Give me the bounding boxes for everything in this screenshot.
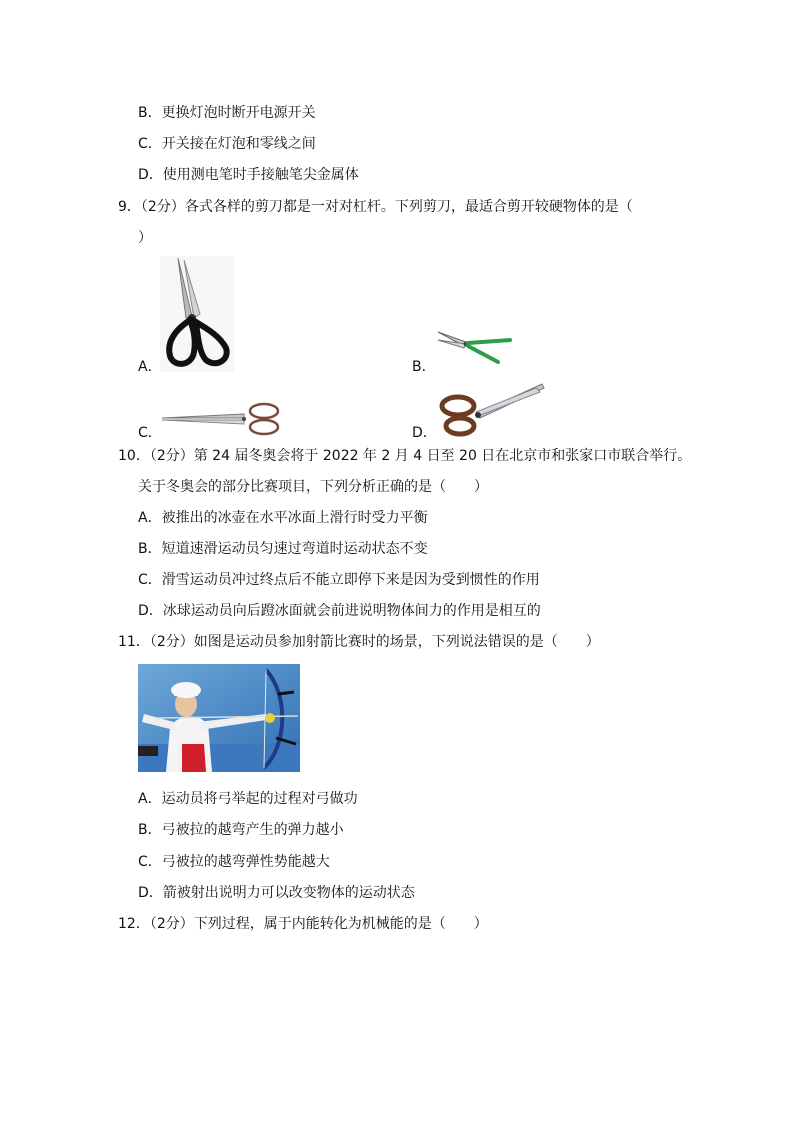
q8-option-b: B．更换灯泡时断开电源开关 — [138, 105, 316, 121]
q9-label-a: A． — [138, 359, 162, 375]
q10-stem-cont: 关于冬奥会的部分比赛项目，下列分析正确的是（ ） — [138, 479, 488, 495]
q8-option-d: D．使用测电笔时手接触笔尖金属体 — [138, 167, 359, 183]
archer-photo — [138, 664, 300, 772]
q11-option-d: D．箭被射出说明力可以改变物体的运动状态 — [138, 885, 415, 901]
q11-option-a: A．运动员将弓举起的过程对弓做功 — [138, 791, 358, 807]
q11-stem: 11．（2分）如图是运动员参加射箭比赛时的场景，下列说法错误的是（ ） — [118, 634, 600, 650]
q10-option-d: D．冰球运动员向后蹬冰面就会前进说明物体间力的作用是相互的 — [138, 603, 541, 619]
scissors-d-image — [436, 382, 546, 438]
q12-stem: 12．（2分）下列过程，属于内能转化为机械能的是（ ） — [118, 916, 488, 932]
q9-label-b: B． — [412, 359, 436, 375]
q11-option-b: B．弓被拉的越弯产生的弹力越小 — [138, 822, 344, 838]
q10-option-c: C．滑雪运动员冲过终点后不能立即停下来是因为受到惯性的作用 — [138, 572, 540, 588]
q8-option-c: C．开关接在灯泡和零线之间 — [138, 136, 316, 152]
scissors-c-image — [160, 402, 284, 436]
q9-label-d: D． — [412, 425, 437, 441]
q9-stem-cont: ） — [138, 230, 152, 246]
q10-option-b: B．短道速滑运动员匀速过弯道时运动状态不变 — [138, 541, 428, 557]
q9-stem: 9．（2分）各式各样的剪刀都是一对对杠杆。下列剪刀，最适合剪开较硬物体的是（ — [118, 199, 633, 215]
q10-stem: 10．（2分）第 24 届冬奥会将于 2022 年 2 月 4 日至 20 日在北京市和张家口市联合举行。 — [118, 448, 692, 464]
scissors-a-image — [160, 256, 234, 372]
q11-option-c: C．弓被拉的越弯弹性势能越大 — [138, 854, 330, 870]
q10-option-a: A．被推出的冰壶在水平冰面上滑行时受力平衡 — [138, 510, 428, 526]
q9-label-c: C． — [138, 425, 162, 441]
shears-b-image — [436, 326, 512, 370]
